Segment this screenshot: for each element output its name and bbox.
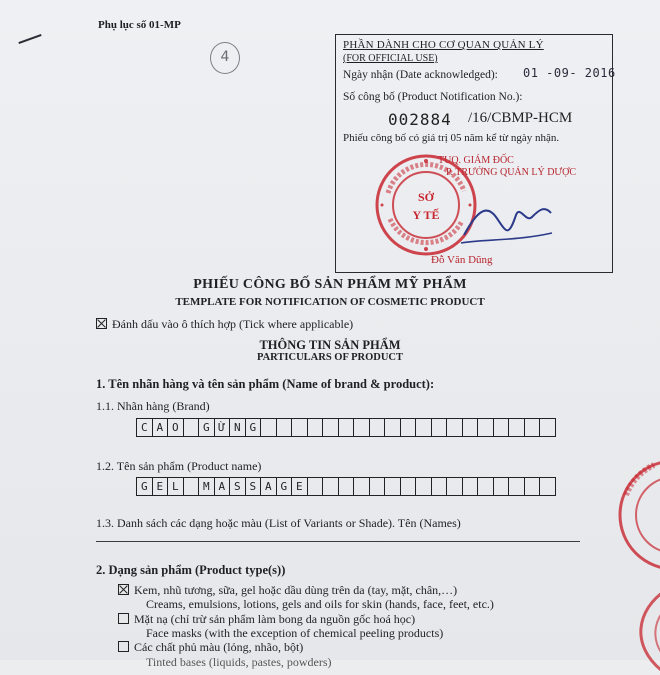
- character-cell[interactable]: A: [215, 477, 231, 496]
- tick-instruction-text: Đánh dấu vào ô thích hợp (Tick where applicable): [112, 317, 354, 331]
- product-name-character-grid[interactable]: [136, 477, 556, 496]
- brand-label: 1.1. Nhãn hàng (Brand): [96, 399, 210, 413]
- form-title-en: TEMPLATE FOR NOTIFICATION OF COSMETIC PRODUCT: [175, 296, 485, 308]
- character-cell[interactable]: [354, 418, 370, 437]
- product-type-option[interactable]: [118, 640, 303, 655]
- partial-seal-stamp: [626, 585, 660, 675]
- character-cell[interactable]: [416, 477, 432, 496]
- variants-label: 1.3. Danh sách các dạng hoặc màu (List of Variants or Shade). Tên (Names): [96, 516, 461, 530]
- product-name-label: 1.2. Tên sản phẩm (Product name): [96, 459, 262, 473]
- notification-number-value: 002884: [388, 110, 452, 129]
- character-cell[interactable]: [509, 477, 525, 496]
- character-cell[interactable]: G: [246, 418, 262, 437]
- character-cell[interactable]: [447, 418, 463, 437]
- character-cell[interactable]: [447, 477, 463, 496]
- product-type-option[interactable]: [118, 583, 457, 598]
- director-department: P. TRƯỞNG QUẢN LÝ DƯỢC: [446, 167, 577, 178]
- character-cell[interactable]: O: [168, 418, 184, 437]
- character-cell[interactable]: [432, 418, 448, 437]
- svg-text:Y TẾ: Y TẾ: [412, 208, 440, 222]
- character-cell[interactable]: [432, 477, 448, 496]
- divider-line: [96, 541, 580, 542]
- checkbox-icon[interactable]: [118, 641, 129, 652]
- handwritten-signature: [456, 195, 556, 250]
- date-acknowledged-label: Ngày nhận (Date acknowledged):: [343, 69, 498, 81]
- character-cell[interactable]: [184, 418, 200, 437]
- director-title: TUQ. GIÁM ĐỐC: [438, 155, 514, 166]
- character-cell[interactable]: [478, 477, 494, 496]
- annex-label: Phụ lục số 01-MP: [98, 19, 181, 31]
- character-cell[interactable]: [401, 477, 417, 496]
- checked-box-icon: [96, 318, 107, 329]
- section-1-heading: 1. Tên nhãn hàng và tên sản phẩm (Name of brand & product):: [96, 377, 435, 391]
- character-cell[interactable]: [540, 477, 556, 496]
- character-cell[interactable]: E: [153, 477, 169, 496]
- character-cell[interactable]: [339, 418, 355, 437]
- character-cell[interactable]: [463, 477, 479, 496]
- character-cell[interactable]: A: [153, 418, 169, 437]
- option-text-en: Creams, emulsions, lotions, gels and oils for skin (hands, face, feet, etc.): [146, 597, 494, 611]
- character-cell[interactable]: [509, 418, 525, 437]
- character-cell[interactable]: S: [246, 477, 262, 496]
- character-cell[interactable]: [416, 418, 432, 437]
- checkbox-icon[interactable]: [118, 613, 129, 624]
- character-cell[interactable]: [354, 477, 370, 496]
- character-cell[interactable]: [261, 418, 277, 437]
- handwritten-circled-number: 4: [210, 42, 240, 74]
- pen-mark: [18, 34, 41, 44]
- section-2-heading: 2. Dạng sản phẩm (Product type(s)): [96, 563, 286, 577]
- section-heading-particulars: THÔNG TIN SẢN PHẨM: [259, 338, 401, 352]
- svg-text:SỞ: SỞ: [417, 190, 435, 204]
- character-cell[interactable]: E: [292, 477, 308, 496]
- character-cell[interactable]: [308, 418, 324, 437]
- character-cell[interactable]: L: [168, 477, 184, 496]
- character-cell[interactable]: [385, 477, 401, 496]
- character-cell[interactable]: G: [137, 477, 153, 496]
- tick-instruction: [96, 317, 353, 332]
- notification-number-label: Số công bố (Product Notification No.):: [343, 91, 523, 103]
- section-heading-particulars-en: PARTICULARS OF PRODUCT: [256, 352, 404, 363]
- character-cell[interactable]: [401, 418, 417, 437]
- character-cell[interactable]: G: [277, 477, 293, 496]
- character-cell[interactable]: N: [230, 418, 246, 437]
- partial-seal-stamp: [614, 455, 660, 575]
- character-cell[interactable]: [525, 477, 541, 496]
- character-cell[interactable]: [184, 477, 200, 496]
- character-cell[interactable]: [385, 418, 401, 437]
- character-cell[interactable]: [370, 418, 386, 437]
- character-cell[interactable]: A: [261, 477, 277, 496]
- character-cell[interactable]: [494, 477, 510, 496]
- official-use-box: [335, 34, 616, 273]
- notification-number-suffix: /16/CBMP-HCM: [468, 110, 573, 126]
- option-text-vi: Mặt nạ (chỉ trừ sản phẩm làm bong da nguồn gốc hoá học): [134, 612, 416, 626]
- form-title: PHIẾU CÔNG BỐ SẢN PHẨM MỸ PHẨM: [193, 277, 467, 292]
- option-text-vi: Kem, nhũ tương, sữa, gel hoặc dầu dùng trên da (tay, mặt, chân,…): [134, 583, 458, 597]
- character-cell[interactable]: [478, 418, 494, 437]
- character-cell[interactable]: [339, 477, 355, 496]
- character-cell[interactable]: [323, 477, 339, 496]
- character-cell[interactable]: S: [230, 477, 246, 496]
- character-cell[interactable]: M: [199, 477, 215, 496]
- checkbox-icon[interactable]: [118, 584, 129, 595]
- official-heading: PHẦN DÀNH CHO CƠ QUAN QUẢN LÝ: [343, 39, 544, 51]
- character-cell[interactable]: [540, 418, 556, 437]
- official-heading-en: (FOR OFFICIAL USE): [343, 53, 438, 64]
- character-cell[interactable]: [370, 477, 386, 496]
- character-cell[interactable]: [277, 418, 293, 437]
- date-acknowledged-value: 01 -09- 2016: [523, 66, 616, 80]
- character-cell[interactable]: [463, 418, 479, 437]
- option-text-vi: Các chất phủ màu (lỏng, nhão, bột): [134, 640, 304, 654]
- character-cell[interactable]: [292, 418, 308, 437]
- character-cell[interactable]: G: [199, 418, 215, 437]
- character-cell[interactable]: [308, 477, 324, 496]
- character-cell[interactable]: Ừ: [215, 418, 231, 437]
- character-cell[interactable]: [494, 418, 510, 437]
- character-cell[interactable]: [323, 418, 339, 437]
- character-cell[interactable]: C: [137, 418, 153, 437]
- brand-character-grid[interactable]: [136, 418, 556, 437]
- option-text-en: Face masks (with the exception of chemical peeling products): [146, 626, 444, 640]
- option-text-en: Tinted bases (liquids, pastes, powders): [146, 655, 332, 669]
- validity-note: Phiếu công bố có giá trị 05 năm kể từ ngày nhận.: [343, 132, 560, 144]
- signer-name: Đỗ Văn Dũng: [431, 254, 493, 266]
- product-type-option[interactable]: [118, 612, 415, 627]
- character-cell[interactable]: [525, 418, 541, 437]
